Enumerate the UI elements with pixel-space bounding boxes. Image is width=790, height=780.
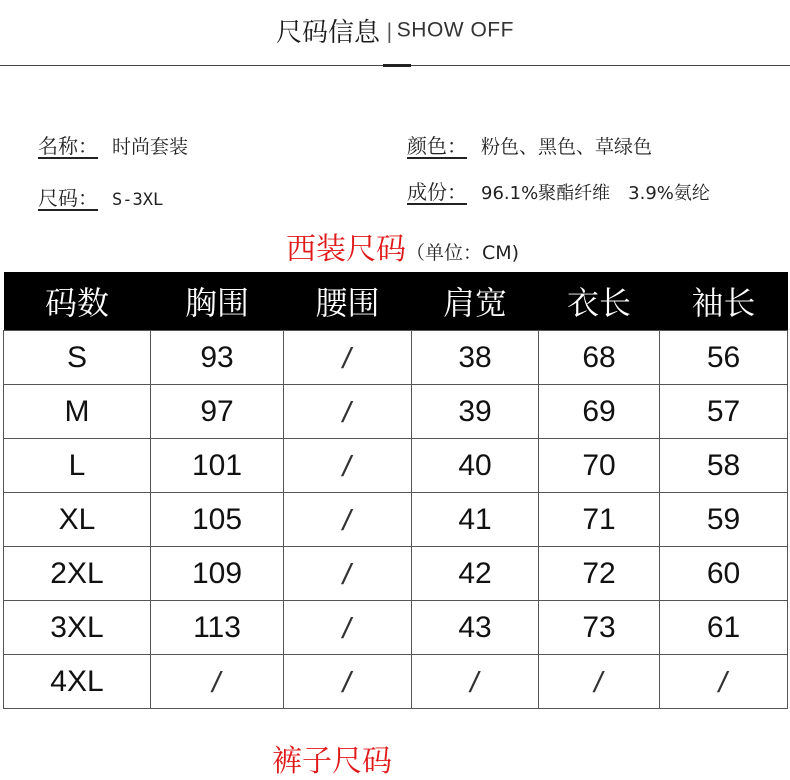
table-cell: 59 [660, 493, 788, 547]
info-material [407, 176, 710, 205]
table-cell: / [284, 331, 412, 385]
table-cell: 39 [412, 385, 539, 439]
header-divider-accent [383, 64, 411, 67]
header-size: 码数 [4, 272, 151, 331]
header-shoulder: 肩宽 [412, 272, 539, 331]
color-value: 粉色、黑色、草绿色 [481, 136, 653, 158]
table-cell: / [284, 439, 412, 493]
table-cell: S [4, 331, 151, 385]
table-cell: / [539, 655, 660, 709]
table-cell: 113 [151, 601, 284, 655]
table-cell: 93 [151, 331, 284, 385]
table-cell: / [284, 385, 412, 439]
title-chinese: 尺码信息 [276, 18, 381, 48]
table-cell: 105 [151, 493, 284, 547]
info-color [407, 130, 652, 159]
table-cell: 42 [412, 547, 539, 601]
size-table [3, 272, 788, 709]
table-cell: / [412, 655, 539, 709]
title-english: SHOW OFF [396, 18, 514, 42]
header-sleeve: 袖长 [660, 272, 788, 331]
table-cell: 4XL [4, 655, 151, 709]
table-cell: XL [4, 493, 151, 547]
table-cell: 56 [660, 331, 788, 385]
table-row [4, 547, 788, 601]
unit-note: （单位：CM) [406, 242, 520, 264]
table-cell: 101 [151, 439, 284, 493]
table-cell: 40 [412, 439, 539, 493]
table-cell: 68 [539, 331, 660, 385]
table-cell: / [660, 655, 788, 709]
table-row [4, 655, 788, 709]
table-cell: 97 [151, 385, 284, 439]
pants-size-title: 裤子尺码 [272, 744, 392, 779]
size-value: S-3XL [112, 190, 164, 210]
table-cell: 60 [660, 547, 788, 601]
table-cell: 2XL [4, 547, 151, 601]
table-cell: 57 [660, 385, 788, 439]
name-value: 时尚套装 [112, 136, 189, 158]
material-value: 96.1%聚酯纤维 3.9%氨纶 [481, 183, 710, 204]
header-chest: 胸围 [151, 272, 284, 331]
table-cell: 71 [539, 493, 660, 547]
title-separator: | [386, 18, 393, 43]
table-row [4, 439, 788, 493]
table-cell: / [284, 655, 412, 709]
table-cell: / [284, 547, 412, 601]
table-cell: 41 [412, 493, 539, 547]
info-name [38, 130, 188, 159]
table-cell: 69 [539, 385, 660, 439]
table-cell: / [284, 601, 412, 655]
page-title [0, 12, 790, 49]
color-label: 颜色： [407, 134, 467, 158]
table-cell: 73 [539, 601, 660, 655]
table-cell: 109 [151, 547, 284, 601]
table-cell: L [4, 439, 151, 493]
table-row [4, 493, 788, 547]
table-cell: 61 [660, 601, 788, 655]
table-cell: 43 [412, 601, 539, 655]
table-row [4, 331, 788, 385]
table-cell: 70 [539, 439, 660, 493]
table-cell: 38 [412, 331, 539, 385]
suit-size-title: 西装尺码 [286, 232, 406, 267]
table-cell: 3XL [4, 601, 151, 655]
table-cell: 58 [660, 439, 788, 493]
table-cell: 72 [539, 547, 660, 601]
section-title [286, 224, 519, 268]
material-label: 成份： [407, 180, 467, 204]
table-header-row [4, 272, 788, 331]
info-size [38, 182, 163, 211]
table-cell: M [4, 385, 151, 439]
table-cell: / [151, 655, 284, 709]
table-row [4, 601, 788, 655]
name-label: 名称： [38, 134, 98, 158]
table-row [4, 385, 788, 439]
header-waist: 腰围 [284, 272, 412, 331]
table-cell: / [284, 493, 412, 547]
header-length: 衣长 [539, 272, 660, 331]
size-label: 尺码： [38, 186, 98, 210]
